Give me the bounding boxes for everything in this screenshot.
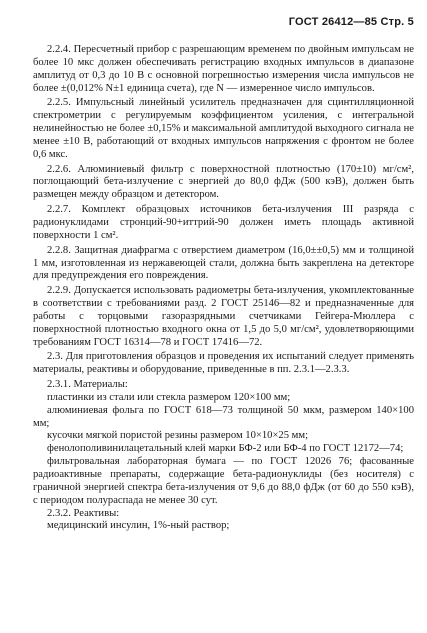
list-item: медицинский инсулин, 1%-ный раствор; <box>47 520 230 532</box>
page-header: ГОСТ 26412—85 Стр. 5 <box>288 16 414 28</box>
paragraph-2-2-9: 2.2.9. Допускается использовать радиометры бета-излучения, укомплектованные в соответствии с требованиями разд. 2 ГОСТ 25146—82 и предназначенные для работы с торцовыми газоразрядными счетчиками Гейгера-Мюллера с поверхностной плотностью входного окна от 1,5 до 5,0 мг/см², удовлетворяющими требованиям ГОСТ 16314—78 и ГОСТ 17416—72. <box>33 285 414 348</box>
list-item: пластинки из стали или стекла размером 120×100 мм; <box>47 391 291 403</box>
paragraph-2-2-6: 2.2.6. Алюминиевый фильтр с поверхностной плотностью (170±10) мг/см², поглощающий бета-излучение с энергией до 80,0 фДж (500 кэВ), должен быть размещен между образцом и детектором. <box>33 163 414 201</box>
document-body <box>33 44 414 533</box>
paragraph-2-2-8: 2.2.8. Защитная диафрагма с отверстием диаметром (16,0±±0,5) мм и толщиной 1 мм, изготовленная из нержавеющей стали, должна быть закреплена на детекторе для предупреждения его повреждения. <box>33 244 414 282</box>
list-item: алюминиевая фольга по ГОСТ 618—73 толщиной 50 мкм, размером 140×100 мм; <box>33 404 414 429</box>
list-item: фильтровальная лабораторная бумага — по ГОСТ 12026 76; фасованные радиоактивные препараты, содержащие бета-радионуклиды (без носителя) с граничной энергией спектра бета-излучения от 9,6 до 88,0 фДж (от 60 до 550 кэВ), с периодом полураспада не менее 30 сут. <box>33 456 414 506</box>
list-item: кусочки мягкой пористой резины размером 10×10×25 мм; <box>47 430 309 442</box>
paragraph-2-2-5: 2.2.5. Импульсный линейный усилитель предназначен для сцинтилляционной спектрометрии с регулируемым коэффициентом усиления, с интегральной нелинейностью не более ±0,15% и максимальной амплитудой выходного сигнала не менее ±10 В, работающий от входных импульсов напряжения с фронтом не более 0,6 мкс. <box>33 97 414 160</box>
paragraph-2-3-1: 2.3.1. Материалы: <box>47 379 128 391</box>
list-item: фенолополивинилацетальный клей марки БФ-2 или БФ-4 по ГОСТ 12172—74; <box>47 443 404 455</box>
paragraph-2-3: 2.3. Для приготовления образцов и проведения их испытаний следует применять материалы, реактивы и оборудование, приведенные в пп. 2.3.1—2.3.3. <box>33 351 414 376</box>
paragraph-2-3-2: 2.3.2. Реактивы: <box>47 507 120 519</box>
paragraph-2-2-4: 2.2.4. Пересчетный прибор с разрешающим временем по двойным импульсам не более 10 мкс должен обеспечивать регистрацию входных импульсов в диапазоне амплитуд от 0,3 до 10 В с основной погрешностью измерения числа импульсов не более ±(0,012% N±1 единица счета), где N — измеренное число импульсов. <box>33 44 414 94</box>
paragraph-2-2-7: 2.2.7. Комплект образцовых источников бета-излучения III разряда с радионуклидами стронций-90+иттрий-90 должен иметь площадь активной поверхности 1 см². <box>33 204 414 241</box>
